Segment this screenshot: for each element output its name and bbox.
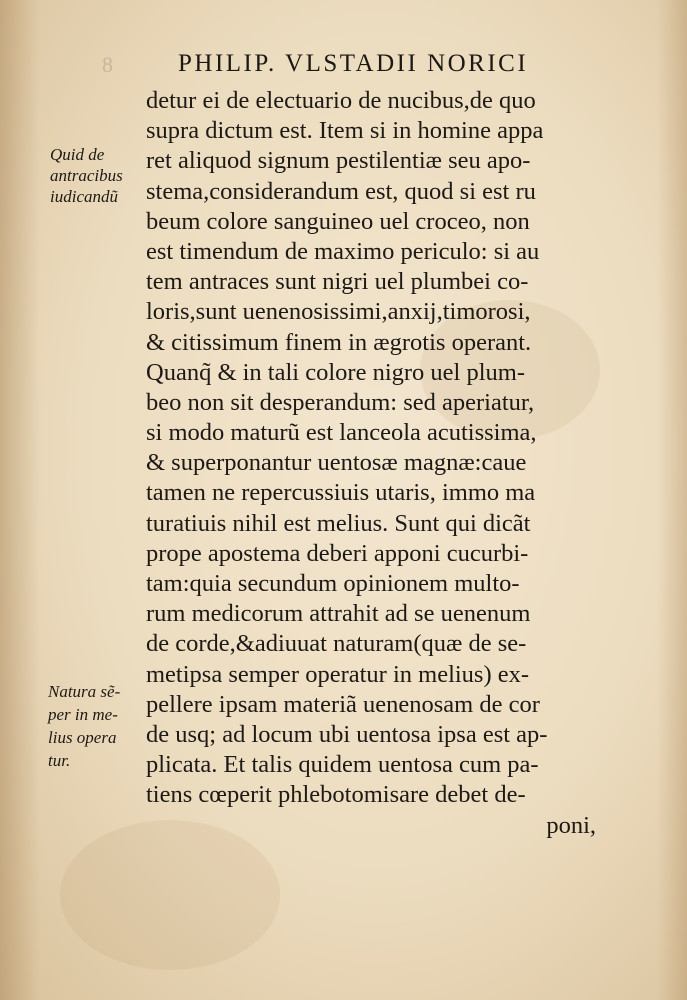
text-line: & citissimum finem in ægrotis operant. xyxy=(146,328,532,356)
marginal-note-natura xyxy=(48,680,120,772)
text-line: turatiuis nihil est melius. Sunt qui dicãt xyxy=(146,509,531,537)
text-line: Quanq̃ & in tali colore nigro uel plum- xyxy=(146,358,525,386)
text-line: beum colore sanguineo uel croceo, non xyxy=(146,207,530,235)
text-line: tam:quia secundum opinionem multo- xyxy=(146,570,520,597)
text-line: pellere ipsam materiã uenenosam de cor xyxy=(146,690,540,718)
text-line: si modo maturũ est lanceola acutissima, xyxy=(146,419,537,447)
text-line: metipsa semper operatur in melius) ex- xyxy=(146,660,530,688)
page-number: 8 xyxy=(102,52,114,77)
page-gutter-shadow xyxy=(0,0,40,1000)
text-line: ret aliquod signum pestilentiæ seu apo- xyxy=(146,147,531,175)
main-text-block xyxy=(146,86,606,841)
text-line: est timendum de maximo periculo: si au xyxy=(146,237,540,265)
text-line: beo non sit desperandum: sed aperiatur, xyxy=(146,388,535,416)
text-line: tamen ne repercussiuis utaris, immo ma xyxy=(146,479,536,507)
marginal-note-line: tur. xyxy=(48,751,71,770)
marginal-note-line: antracibus xyxy=(50,166,123,185)
text-line: tem antraces sunt nigri uel plumbei co- xyxy=(146,268,529,296)
page-edge-shadow xyxy=(657,0,687,1000)
running-header: PHILIP. VLSTADII NORICI xyxy=(178,50,529,77)
paper-stain xyxy=(60,820,280,970)
text-line: de corde,&adiuuat naturam(quæ de se- xyxy=(146,630,527,658)
text-line: prope apostema deberi apponi cucurbi- xyxy=(146,539,529,567)
text-line: de usq; ad locum ubi uentosa ipsa est ap- xyxy=(146,720,548,748)
text-line: loris,sunt uenenosissimi,anxij,timorosi, xyxy=(146,298,531,326)
text-line: supra dictum est. Item si in homine appa xyxy=(146,117,544,145)
text-line: tiens cœperit phlebotomisare debet de- xyxy=(146,781,526,809)
marginal-note-line: iudicandũ xyxy=(50,187,118,206)
text-line: & superponantur uentosæ magnæ:caue xyxy=(146,449,527,477)
text-line: rum medicorum attrahit ad se uenenum xyxy=(146,600,531,628)
marginal-note-line: Natura sẽ- xyxy=(48,682,121,701)
marginal-note-line: lius opera xyxy=(48,728,117,747)
text-line-catchword: poni, xyxy=(546,811,596,839)
marginal-note-line: per in me- xyxy=(48,705,118,724)
text-line: detur ei de electuario de nucibus,de quo xyxy=(146,87,536,114)
text-line: plicata. Et talis quidem uentosa cum pa- xyxy=(146,751,539,779)
text-line: stema,considerandum est, quod si est ru xyxy=(146,177,536,205)
marginal-note-line: Quid de xyxy=(50,145,105,164)
marginal-note-antraces xyxy=(50,144,123,207)
